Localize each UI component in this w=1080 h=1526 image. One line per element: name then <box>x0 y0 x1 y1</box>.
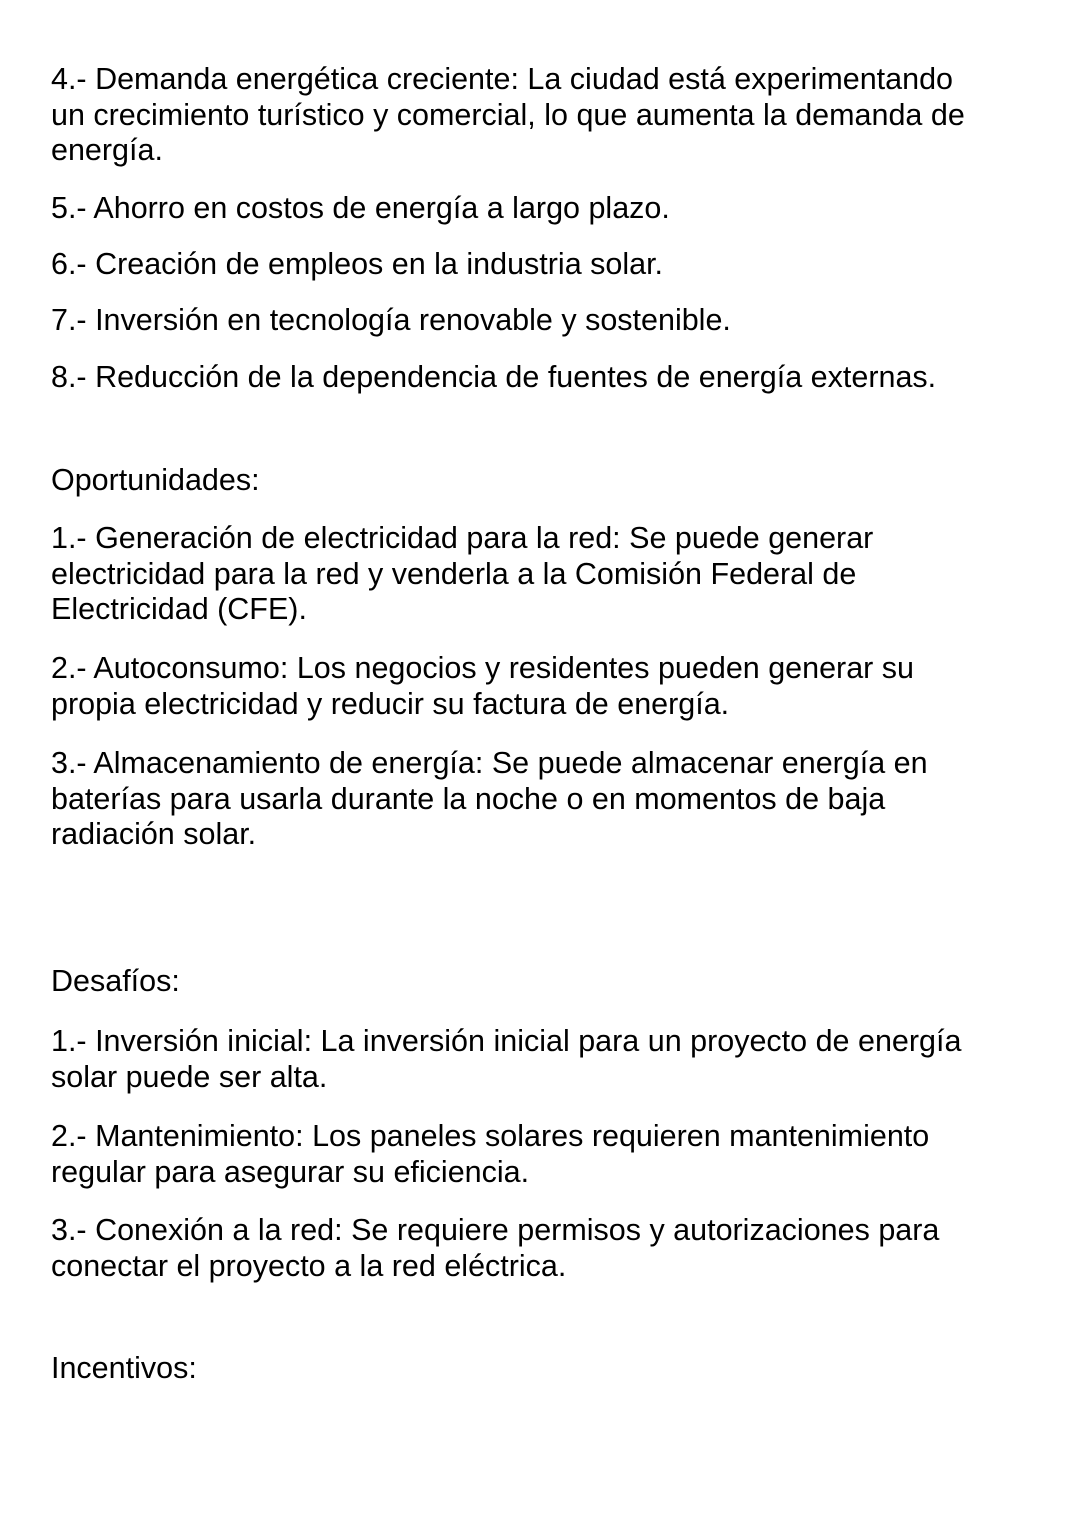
text-line: 2.- Mantenimiento: Los paneles solares requieren mantenimiento <box>51 1119 930 1153</box>
heading-text: Oportunidades: <box>51 463 260 497</box>
challenge-item-3 <box>51 1213 939 1284</box>
list-item-4 <box>51 62 965 169</box>
text-line: solar puede ser alta. <box>51 1059 328 1094</box>
text-line: energía. <box>51 133 163 167</box>
list-item-8 <box>51 360 936 396</box>
text-line: 2.- Autoconsumo: Los negocios y residentes pueden generar su <box>51 651 915 685</box>
text-line: 3.- Conexión a la red: Se requiere permisos y autorizaciones para <box>51 1213 940 1247</box>
text-line: baterías para usarla durante la noche o en momentos de baja <box>51 781 886 816</box>
heading-text: Desafíos: <box>51 964 180 998</box>
text-line: 1.- Inversión inicial: La inversión inicial para un proyecto de energía <box>51 1024 962 1058</box>
list-item-7 <box>51 303 731 339</box>
text-line: un crecimiento turístico y comercial, lo que aumenta la demanda de <box>51 97 965 132</box>
text-line: regular para asegurar su eficiencia. <box>51 1154 530 1189</box>
challenge-item-1 <box>51 1024 961 1095</box>
text-line: 4.- Demanda energética creciente: La ciudad está experimentando <box>51 62 953 96</box>
section-heading-oportunidades <box>51 463 260 499</box>
section-heading-desafios <box>51 964 180 1000</box>
section-heading-incentivos <box>51 1351 197 1387</box>
heading-text: Incentivos: <box>51 1351 197 1385</box>
text-line: 3.- Almacenamiento de energía: Se puede almacenar energía en <box>51 746 928 780</box>
text-line: conectar el proyecto a la red eléctrica. <box>51 1248 567 1283</box>
list-item-5 <box>51 191 670 227</box>
text-line: 7.- Inversión en tecnología renovable y sostenible. <box>51 303 731 337</box>
text-line: 6.- Creación de empleos en la industria solar. <box>51 247 664 281</box>
challenge-item-2 <box>51 1119 929 1190</box>
text-line: Electricidad (CFE). <box>51 592 307 626</box>
opportunity-item-3 <box>51 746 928 853</box>
text-line: radiación solar. <box>51 817 257 851</box>
text-line: 5.- Ahorro en costos de energía a largo plazo. <box>51 191 670 225</box>
text-line: 8.- Reducción de la dependencia de fuentes de energía externas. <box>51 360 937 394</box>
opportunity-item-2 <box>51 651 914 722</box>
text-line: electricidad para la red y venderla a la Comisión Federal de <box>51 556 857 591</box>
text-line: 1.- Generación de electricidad para la red: Se puede generar <box>51 521 874 555</box>
text-line: propia electricidad y reducir su factura de energía. <box>51 686 730 721</box>
list-item-6 <box>51 247 663 283</box>
opportunity-item-1 <box>51 521 873 628</box>
